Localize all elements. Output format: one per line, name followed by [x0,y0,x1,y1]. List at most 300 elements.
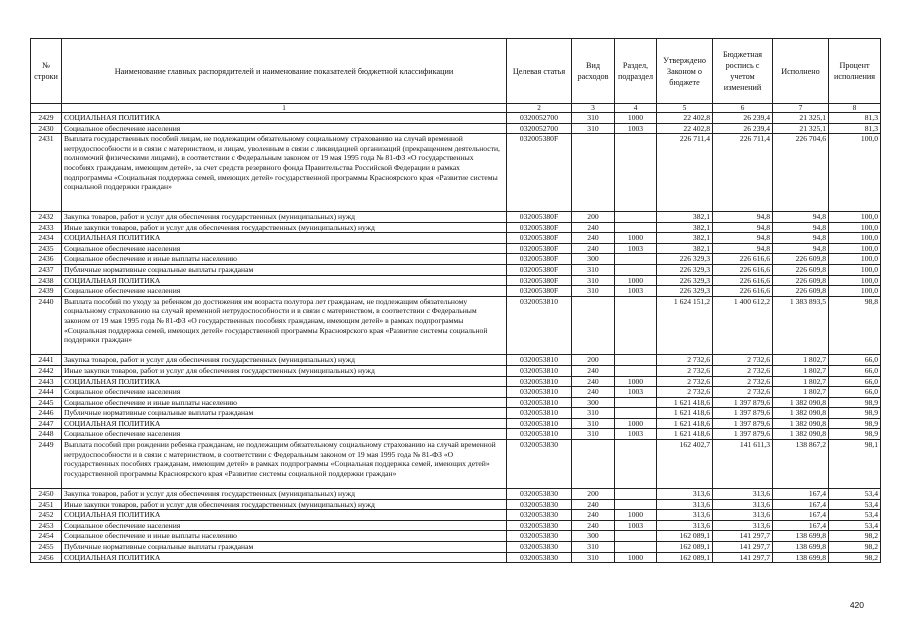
budget-list-amount-cell: 26 239,4 [713,123,773,134]
budget-list-amount-cell: 94,8 [713,222,773,233]
executed-amount-cell: 138 867,2 [773,440,829,489]
row-number-cell: 2435 [31,243,62,254]
approved-amount-cell: 226 329,3 [657,264,713,275]
col-number [31,104,62,113]
expense-type-cell: 200 [572,355,615,366]
table-row [31,113,881,124]
approved-amount-cell: 382,1 [657,222,713,233]
row-number-cell: 2438 [31,275,62,286]
executed-amount-cell: 94,8 [773,211,829,222]
budget-list-amount-cell: 1 397 879,6 [713,408,773,419]
percent-cell: 81,3 [829,113,881,124]
section-cell [615,542,657,553]
target-article-cell: 032005380F [507,243,572,254]
budget-list-amount-cell: 226 616,6 [713,254,773,265]
approved-amount-cell: 382,1 [657,243,713,254]
executed-amount-cell: 1 802,7 [773,387,829,398]
executed-amount-cell: 226 609,8 [773,275,829,286]
budget-list-amount-cell: 2 732,6 [713,376,773,387]
budget-list-amount-cell: 26 239,4 [713,113,773,124]
row-number-cell: 2445 [31,397,62,408]
expense-type-cell: 310 [572,542,615,553]
percent-cell: 100,0 [829,222,881,233]
indicator-name-cell: СОЦИАЛЬНАЯ ПОЛИТИКА [62,418,507,429]
section-cell [615,489,657,500]
indicator-name-cell: Иные закупки товаров, работ и услуг для обеспечения государственных (муниципальных) нужд [62,499,507,510]
expense-type-cell: 240 [572,222,615,233]
table-row [31,243,881,254]
budget-list-amount-cell: 1 397 879,6 [713,429,773,440]
section-cell: 1003 [615,429,657,440]
header-budget-list: Бюджетная роспись с учетом изменений [713,39,773,104]
percent-cell: 98,8 [829,296,881,355]
budget-list-amount-cell: 94,8 [713,243,773,254]
percent-cell: 100,0 [829,233,881,244]
table-row [31,542,881,553]
budget-list-amount-cell: 141 297,7 [713,542,773,553]
indicator-name-cell: СОЦИАЛЬНАЯ ПОЛИТИКА [62,113,507,124]
expense-type-cell: 300 [572,531,615,542]
budget-table-page [30,38,880,563]
table-row [31,531,881,542]
executed-amount-cell: 1 802,7 [773,365,829,376]
budget-list-amount-cell: 313,6 [713,520,773,531]
percent-cell: 100,0 [829,264,881,275]
row-number-cell: 2449 [31,440,62,489]
row-number-cell: 2433 [31,222,62,233]
table-row [31,489,881,500]
executed-amount-cell: 1 383 893,5 [773,296,829,355]
percent-cell: 98,9 [829,418,881,429]
approved-amount-cell: 313,6 [657,520,713,531]
percent-cell: 66,0 [829,376,881,387]
percent-cell: 66,0 [829,387,881,398]
target-article-cell: 032005380F [507,286,572,297]
percent-cell: 98,2 [829,552,881,563]
indicator-name-cell: Публичные нормативные социальные выплаты гражданам [62,542,507,553]
approved-amount-cell: 162 402,7 [657,440,713,489]
header-section: Раздел, подраздел [615,39,657,104]
target-article-cell: 0320053810 [507,296,572,355]
budget-list-amount-cell: 2 732,6 [713,355,773,366]
executed-amount-cell: 94,8 [773,243,829,254]
percent-cell: 100,0 [829,254,881,265]
col-number: 4 [615,104,657,113]
row-number-cell: 2444 [31,387,62,398]
page-number: 420 [849,600,864,610]
percent-cell: 100,0 [829,134,881,212]
executed-amount-cell: 1 382 090,8 [773,408,829,419]
section-cell: 1000 [615,510,657,521]
target-article-cell: 0320053810 [507,418,572,429]
percent-cell: 53,4 [829,520,881,531]
approved-amount-cell: 1 621 418,6 [657,429,713,440]
section-cell: 1000 [615,376,657,387]
section-cell: 1003 [615,123,657,134]
indicator-name-cell: Социальное обеспечение населения [62,286,507,297]
expense-type-cell [572,440,615,489]
target-article-cell: 032005380F [507,211,572,222]
indicator-name-cell: Выплата пособий при рождении ребенка гражданам, не подлежащим обязательному социальному страхованию на случай временной нетрудоспособности и в связи с материнством, в соответствии с Федеральным законом от 19 мая 1995 года № 81-ФЗ «О государственных пособиях гражданам, имеющим детей» в рамках подпрограммы «Социальная поддержка семей, имеющих детей» государственной программы Красноярского края «Развитие системы социальной поддержки граждан» [62,440,507,489]
budget-execution-table [30,38,881,563]
expense-type-cell: 310 [572,286,615,297]
indicator-name-cell: СОЦИАЛЬНАЯ ПОЛИТИКА [62,233,507,244]
target-article-cell: 0320053810 [507,429,572,440]
budget-list-amount-cell: 1 397 879,6 [713,418,773,429]
expense-type-cell: 310 [572,408,615,419]
expense-type-cell: 300 [572,254,615,265]
section-cell [615,531,657,542]
approved-amount-cell: 313,6 [657,499,713,510]
row-number-cell: 2430 [31,123,62,134]
executed-amount-cell: 138 699,8 [773,542,829,553]
expense-type-cell: 240 [572,520,615,531]
budget-list-amount-cell: 141 611,3 [713,440,773,489]
section-cell: 1000 [615,233,657,244]
col-number: 6 [713,104,773,113]
expense-type-cell: 200 [572,489,615,500]
executed-amount-cell: 226 609,8 [773,254,829,265]
header-percent: Процент исполнения [829,39,881,104]
table-row [31,222,881,233]
table-row [31,355,881,366]
target-article-cell: 032005380F [507,264,572,275]
indicator-name-cell: Выплата пособий по уходу за ребенком до достижения им возраста полутора лет гражданам, не подлежащим обязательному социальному страхованию на случай временной нетрудоспособности и в связи с материнством, в соответствии с Федеральным законом от 19 мая 1995 года № 81-ФЗ «О государственных пособиях гражданам, имеющим детей» в рамках подпрограммы «Социальная поддержка семей, имеющих детей» государственной программы Красноярского края «Развитие системы социальной поддержки граждан» [62,296,507,355]
budget-list-amount-cell: 94,8 [713,233,773,244]
approved-amount-cell: 2 732,6 [657,365,713,376]
approved-amount-cell: 162 089,1 [657,542,713,553]
table-row [31,408,881,419]
budget-list-amount-cell: 226 616,6 [713,286,773,297]
target-article-cell: 0320053810 [507,387,572,398]
indicator-name-cell: Иные закупки товаров, работ и услуг для обеспечения государственных (муниципальных) нужд [62,222,507,233]
target-article-cell: 0320053810 [507,397,572,408]
table-row [31,552,881,563]
budget-list-amount-cell: 141 297,7 [713,531,773,542]
budget-list-amount-cell: 2 732,6 [713,365,773,376]
header-row-no: № строки [31,39,62,104]
target-article-cell: 0320053830 [507,510,572,521]
expense-type-cell: 310 [572,429,615,440]
expense-type-cell: 300 [572,397,615,408]
row-number-cell: 2434 [31,233,62,244]
table-row [31,123,881,134]
approved-amount-cell: 1 621 418,6 [657,418,713,429]
percent-cell: 100,0 [829,243,881,254]
row-number-cell: 2431 [31,134,62,212]
approved-amount-cell: 1 621 418,6 [657,408,713,419]
percent-cell: 53,4 [829,499,881,510]
row-number-cell: 2442 [31,365,62,376]
approved-amount-cell: 162 089,1 [657,531,713,542]
table-row [31,499,881,510]
section-cell [615,264,657,275]
row-number-cell: 2456 [31,552,62,563]
target-article-cell: 0320053810 [507,376,572,387]
section-cell [615,222,657,233]
executed-amount-cell: 94,8 [773,222,829,233]
table-row [31,376,881,387]
approved-amount-cell: 2 732,6 [657,376,713,387]
indicator-name-cell: Социальное обеспечение населения [62,387,507,398]
executed-amount-cell: 1 802,7 [773,355,829,366]
row-number-cell: 2436 [31,254,62,265]
target-article-cell: 0320053830 [507,542,572,553]
indicator-name-cell: Социальное обеспечение населения [62,520,507,531]
approved-amount-cell: 226 711,4 [657,134,713,212]
budget-list-amount-cell: 2 732,6 [713,387,773,398]
table-row [31,264,881,275]
indicator-name-cell: Публичные нормативные социальные выплаты гражданам [62,264,507,275]
section-cell: 1003 [615,286,657,297]
budget-list-amount-cell: 94,8 [713,211,773,222]
indicator-name-cell: Публичные нормативные социальные выплаты гражданам [62,408,507,419]
row-number-cell: 2448 [31,429,62,440]
budget-list-amount-cell: 226 616,6 [713,264,773,275]
indicator-name-cell: Закупка товаров, работ и услуг для обеспечения государственных (муниципальных) нужд [62,489,507,500]
header-name: Наименование главных распорядителей и наименование показателей бюджетной классификации [62,39,507,104]
table-row [31,440,881,489]
target-article-cell: 0320053830 [507,552,572,563]
target-article-cell: 0320053830 [507,520,572,531]
percent-cell: 98,9 [829,408,881,419]
percent-cell: 81,3 [829,123,881,134]
executed-amount-cell: 1 382 090,8 [773,429,829,440]
table-row [31,520,881,531]
target-article-cell: 0320053810 [507,408,572,419]
table-row [31,387,881,398]
percent-cell: 98,2 [829,531,881,542]
section-cell [615,499,657,510]
approved-amount-cell: 162 089,1 [657,552,713,563]
header-executed: Исполнено [773,39,829,104]
expense-type-cell: 240 [572,243,615,254]
approved-amount-cell: 22 402,8 [657,113,713,124]
expense-type-cell: 310 [572,418,615,429]
indicator-name-cell: Социальное обеспечение и иные выплаты населению [62,397,507,408]
row-number-cell: 2441 [31,355,62,366]
row-number-cell: 2450 [31,489,62,500]
table-body [31,113,881,563]
executed-amount-cell: 167,4 [773,489,829,500]
budget-list-amount-cell: 226 711,4 [713,134,773,212]
table-row [31,134,881,212]
section-cell: 1000 [615,552,657,563]
row-number-cell: 2452 [31,510,62,521]
approved-amount-cell: 382,1 [657,211,713,222]
target-article-cell: 032005380F [507,134,572,212]
approved-amount-cell: 313,6 [657,510,713,521]
row-number-cell: 2453 [31,520,62,531]
executed-amount-cell: 1 382 090,8 [773,418,829,429]
section-cell: 1003 [615,387,657,398]
percent-cell: 98,2 [829,542,881,553]
percent-cell: 100,0 [829,211,881,222]
target-article-cell: 0320053830 [507,499,572,510]
section-cell [615,408,657,419]
target-article-cell: 0320053810 [507,365,572,376]
indicator-name-cell: СОЦИАЛЬНАЯ ПОЛИТИКА [62,510,507,521]
expense-type-cell: 240 [572,510,615,521]
budget-list-amount-cell: 313,6 [713,499,773,510]
percent-cell: 53,4 [829,510,881,521]
budget-list-amount-cell: 313,6 [713,510,773,521]
target-article-cell: 032005380F [507,233,572,244]
indicator-name-cell: Закупка товаров, работ и услуг для обеспечения государственных (муниципальных) нужд [62,211,507,222]
percent-cell: 53,4 [829,489,881,500]
indicator-name-cell: Закупка товаров, работ и услуг для обеспечения государственных (муниципальных) нужд [62,355,507,366]
section-cell [615,365,657,376]
col-number: 7 [773,104,829,113]
section-cell: 1000 [615,113,657,124]
executed-amount-cell: 21 325,1 [773,123,829,134]
approved-amount-cell: 22 402,8 [657,123,713,134]
row-number-cell: 2432 [31,211,62,222]
row-number-cell: 2439 [31,286,62,297]
section-cell [615,211,657,222]
executed-amount-cell: 167,4 [773,520,829,531]
percent-cell: 98,1 [829,440,881,489]
header-approved: Утверждено Законом о бюджете [657,39,713,104]
table-row [31,296,881,355]
percent-cell: 98,9 [829,397,881,408]
executed-amount-cell: 226 609,8 [773,286,829,297]
table-row [31,254,881,265]
expense-type-cell: 200 [572,211,615,222]
target-article-cell: 0320053810 [507,355,572,366]
percent-cell: 66,0 [829,355,881,366]
section-cell: 1003 [615,520,657,531]
expense-type-cell: 310 [572,113,615,124]
row-number-cell: 2437 [31,264,62,275]
percent-cell: 66,0 [829,365,881,376]
table-row [31,211,881,222]
header-target: Целевая статья [507,39,572,104]
col-number: 8 [829,104,881,113]
expense-type-cell: 310 [572,275,615,286]
approved-amount-cell: 2 732,6 [657,355,713,366]
section-cell [615,254,657,265]
target-article-cell: 0320053830 [507,531,572,542]
executed-amount-cell: 138 699,8 [773,531,829,542]
expense-type-cell: 310 [572,123,615,134]
executed-amount-cell: 167,4 [773,510,829,521]
col-number: 2 [507,104,572,113]
table-row [31,275,881,286]
approved-amount-cell: 1 621 418,6 [657,397,713,408]
target-article-cell: 0320052700 [507,113,572,124]
percent-cell: 100,0 [829,275,881,286]
col-number: 1 [62,104,507,113]
indicator-name-cell: Выплата государственных пособий лицам, не подлежащим обязательному социальному страхованию на случай временной нетрудоспособности и в связи с материнством, и лицам, уволенным в связи с ликвидацией организаций (прекращением деятельности, полномочий физическими лицами), в соответствии с Федеральным законом от 19 мая 1995 года № 81-ФЗ «О государственных пособиях гражданам, имеющим детей», за счет средств резервного фонда Правительства Российской Федерации в рамках подпрограммы «Социальная поддержка семей, имеющих детей» государственной программы Красноярского края «Развитие системы социальной поддержки граждан» [62,134,507,212]
row-number-cell: 2447 [31,418,62,429]
section-cell: 1003 [615,243,657,254]
percent-cell: 100,0 [829,286,881,297]
executed-amount-cell: 21 325,1 [773,113,829,124]
row-number-cell: 2446 [31,408,62,419]
expense-type-cell: 240 [572,499,615,510]
percent-cell: 98,9 [829,429,881,440]
expense-type-cell [572,296,615,355]
expense-type-cell: 240 [572,365,615,376]
budget-list-amount-cell: 313,6 [713,489,773,500]
expense-type-cell [572,134,615,212]
indicator-name-cell: Социальное обеспечение населения [62,243,507,254]
indicator-name-cell: Социальное обеспечение и иные выплаты населению [62,531,507,542]
approved-amount-cell: 2 732,6 [657,387,713,398]
budget-list-amount-cell: 141 297,7 [713,552,773,563]
target-article-cell: 0320053830 [507,440,572,489]
executed-amount-cell: 1 802,7 [773,376,829,387]
table-row [31,418,881,429]
target-article-cell: 0320052700 [507,123,572,134]
indicator-name-cell: Социальное обеспечение населения [62,123,507,134]
section-cell: 1000 [615,418,657,429]
expense-type-cell: 240 [572,376,615,387]
budget-list-amount-cell: 1 397 879,6 [713,397,773,408]
target-article-cell: 032005380F [507,275,572,286]
approved-amount-cell: 226 329,3 [657,275,713,286]
row-number-cell: 2454 [31,531,62,542]
row-number-cell: 2429 [31,113,62,124]
col-number: 3 [572,104,615,113]
section-cell [615,440,657,489]
header-expense-type: Вид расходов [572,39,615,104]
approved-amount-cell: 382,1 [657,233,713,244]
row-number-cell: 2451 [31,499,62,510]
indicator-name-cell: Социальное обеспечение и иные выплаты населению [62,254,507,265]
target-article-cell: 0320053830 [507,489,572,500]
executed-amount-cell: 167,4 [773,499,829,510]
row-number-cell: 2443 [31,376,62,387]
indicator-name-cell: Иные закупки товаров, работ и услуг для обеспечения государственных (муниципальных) нужд [62,365,507,376]
table-row [31,286,881,297]
section-cell [615,296,657,355]
table-row [31,397,881,408]
executed-amount-cell: 94,8 [773,233,829,244]
table-row [31,429,881,440]
row-number-cell: 2440 [31,296,62,355]
section-cell [615,134,657,212]
target-article-cell: 032005380F [507,222,572,233]
row-number-cell: 2455 [31,542,62,553]
indicator-name-cell: Социальное обеспечение населения [62,429,507,440]
target-article-cell: 032005380F [507,254,572,265]
section-cell: 1000 [615,275,657,286]
executed-amount-cell: 138 699,8 [773,552,829,563]
approved-amount-cell: 313,6 [657,489,713,500]
table-row [31,510,881,521]
expense-type-cell: 310 [572,264,615,275]
table-row [31,365,881,376]
indicator-name-cell: СОЦИАЛЬНАЯ ПОЛИТИКА [62,552,507,563]
indicator-name-cell: СОЦИАЛЬНАЯ ПОЛИТИКА [62,376,507,387]
budget-list-amount-cell: 1 400 612,2 [713,296,773,355]
executed-amount-cell: 226 704,6 [773,134,829,212]
executed-amount-cell: 1 382 090,8 [773,397,829,408]
approved-amount-cell: 1 624 151,2 [657,296,713,355]
table-row [31,233,881,244]
section-cell [615,397,657,408]
col-number: 5 [657,104,713,113]
expense-type-cell: 240 [572,387,615,398]
indicator-name-cell: СОЦИАЛЬНАЯ ПОЛИТИКА [62,275,507,286]
expense-type-cell: 310 [572,552,615,563]
approved-amount-cell: 226 329,3 [657,286,713,297]
approved-amount-cell: 226 329,3 [657,254,713,265]
budget-list-amount-cell: 226 616,6 [713,275,773,286]
expense-type-cell: 240 [572,233,615,244]
